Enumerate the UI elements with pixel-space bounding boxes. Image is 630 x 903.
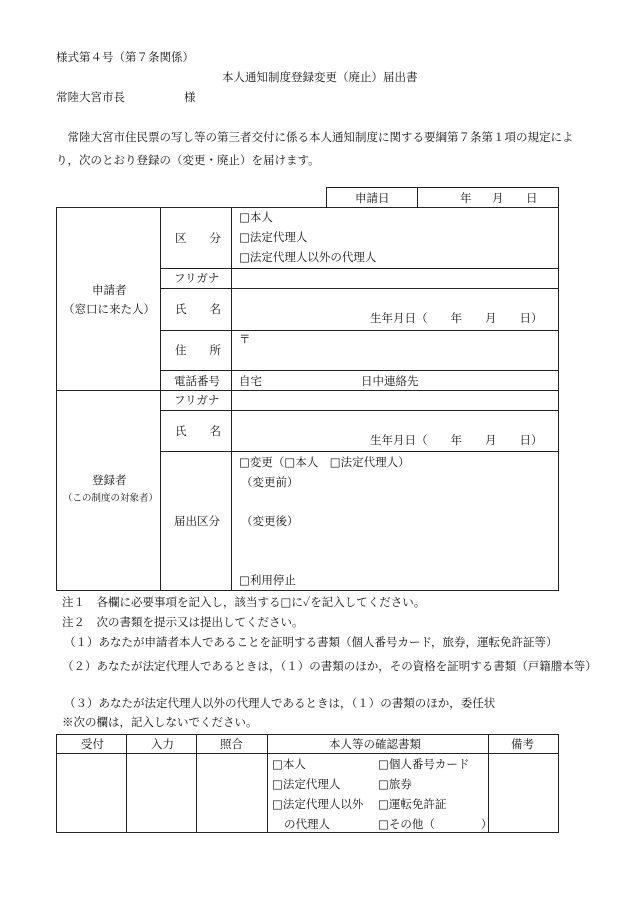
applicant-label: 申請者 [92, 283, 127, 297]
office-use-note: ※次の欄は，記入しないでください。 [62, 715, 258, 729]
registrant-birthdate[interactable]: 生年月日（ 年 月 日） [370, 433, 543, 447]
note-2-heading: 注２ 次の書類を提示又は提出してください。 [62, 615, 304, 629]
before-change-label: （変更前） [241, 475, 299, 489]
person-type-self: □本人 [272, 757, 306, 771]
doc-mynumber-card: □個人番号カード [378, 757, 470, 771]
note-item-1: （１）あなたが申請者本人であることを証明する書類（個人番号カード，旅券，運転免許証等） [64, 635, 558, 649]
change-option[interactable]: □変更（□本人 □法定代理人） [239, 455, 410, 469]
after-change-label: （変更後） [241, 514, 299, 528]
date-year-field[interactable]: 年 [460, 191, 472, 205]
category-label: 区 分 [175, 231, 221, 245]
registrant-furigana-label: フリガナ [174, 393, 220, 407]
header-reception: 受付 [81, 737, 104, 751]
date-day-field[interactable]: 日 [526, 191, 538, 205]
form-number: 様式第４号（第７条関係） [56, 50, 194, 64]
addressee: 常陸大宮市長 [56, 90, 125, 104]
header-id-documents: 本人等の確認書類 [329, 737, 421, 751]
applicant-address-label: 住 所 [175, 343, 221, 357]
registrant-name-label: 氏 名 [175, 424, 221, 438]
registrant-label: 登録者 [92, 473, 127, 487]
doc-drivers-license: □運転免許証 [378, 797, 447, 811]
applicant-birthdate[interactable]: 生年月日（ 年 月 日） [370, 311, 543, 325]
doc-other: □その他（ ） [378, 817, 493, 831]
stop-use-option[interactable]: □利用停止 [239, 573, 296, 587]
category-option-other-rep[interactable]: □法定代理人以外の代理人 [239, 250, 377, 264]
note-1: 注１ 各欄に必要事項を記入し，該当する□に✓を記入してください。 [62, 595, 426, 609]
category-option-self[interactable]: □本人 [239, 210, 273, 224]
header-verification: 照合 [220, 737, 243, 751]
note-item-3: （３）あなたが法定代理人以外の代理人であるときは，（１）の書類のほか，委任状 [64, 696, 496, 710]
doc-passport: □旅券 [378, 777, 412, 791]
report-type-label: 届出区分 [174, 514, 220, 528]
person-type-other-rep: □法定代理人以外 [272, 797, 364, 811]
phone-home-field[interactable]: 自宅 [239, 374, 262, 388]
honorific: 様 [184, 90, 196, 104]
applicant-sublabel: （窓口に来た人） [63, 302, 155, 316]
category-option-legal-rep[interactable]: □法定代理人 [239, 230, 308, 244]
application-date-label: 申請日 [355, 191, 390, 205]
person-type-legal-rep: □法定代理人 [272, 777, 341, 791]
form-title: 本人通知制度登録変更（廃止）届出書 [222, 70, 418, 84]
postal-mark: 〒 [239, 332, 251, 346]
phone-daytime-field[interactable]: 日中連絡先 [361, 374, 419, 388]
person-type-other-rep-cont: の代理人 [284, 817, 330, 831]
date-month-field[interactable]: 月 [492, 191, 504, 205]
applicant-name-label: 氏 名 [175, 302, 221, 316]
phone-label: 電話番号 [174, 374, 220, 388]
registrant-sublabel: （この制度の対象者） [63, 493, 159, 504]
intro-paragraph: 常陸大宮市住民票の写し等の第三者交付に係る本人通知制度に関する要綱第７条第１項の規定により，次のとおり登録の（変更・廃止）を届けます。 [56, 130, 574, 167]
note-item-2: （２）あなたが法定代理人であるときは，（１）の書類のほか，その資格を証明する書類（戸籍謄本等） [62, 659, 597, 673]
applicant-furigana-label: フリガナ [174, 271, 220, 285]
header-input: 入力 [151, 737, 174, 751]
header-remarks: 備考 [511, 737, 534, 751]
